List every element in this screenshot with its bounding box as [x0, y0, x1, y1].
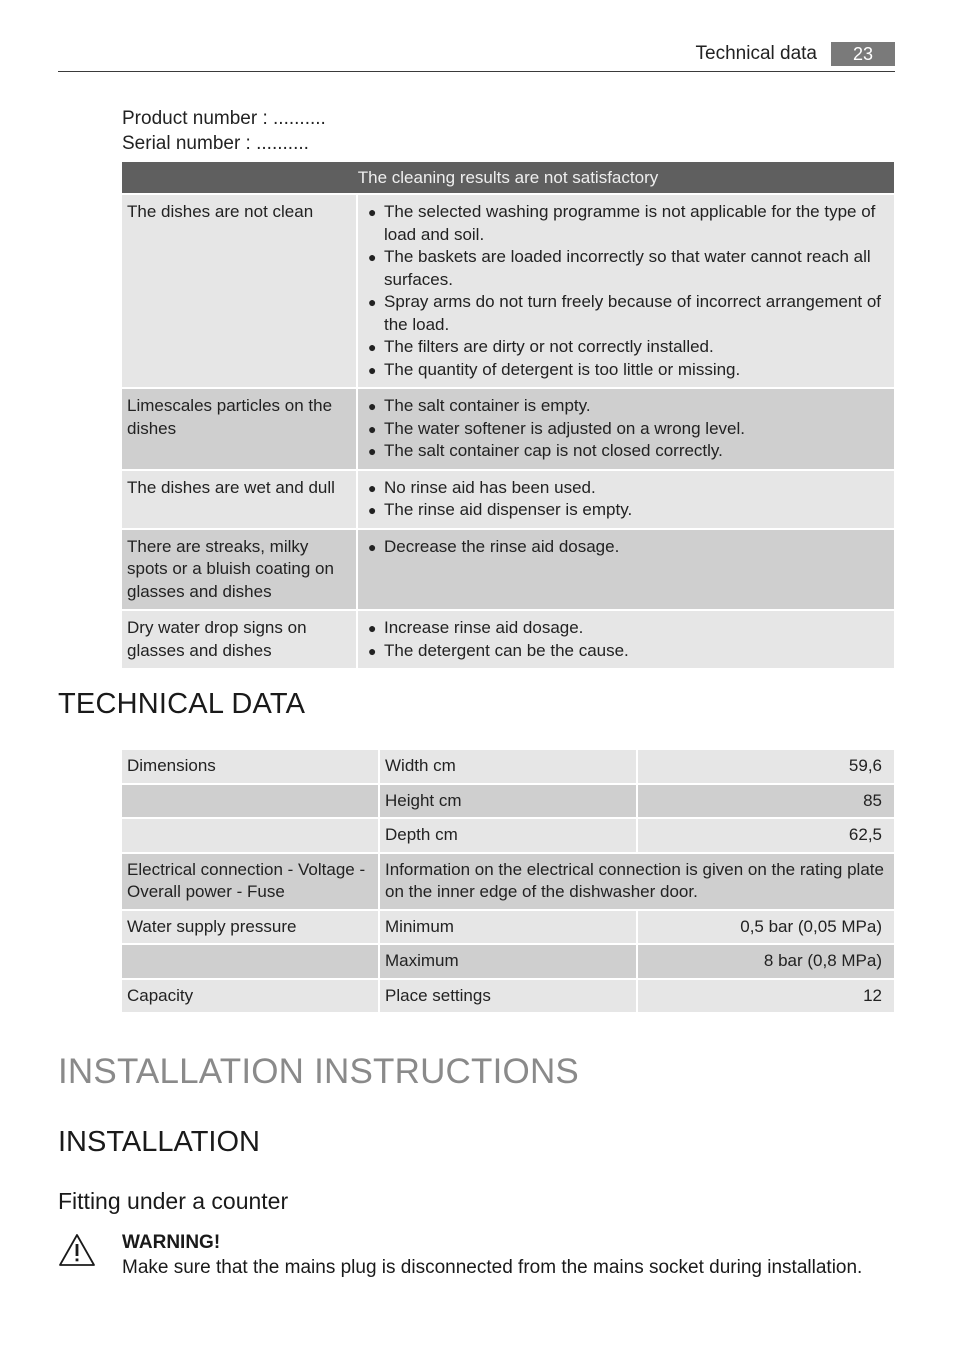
label-cell: Electrical connection - Voltage - Overall power - Fuse [122, 854, 378, 909]
technical-data-table [122, 750, 894, 1014]
value-cell: 12 [638, 980, 894, 1013]
table-row [122, 911, 894, 944]
table-row [122, 750, 894, 783]
bullet-icon: ● [368, 361, 377, 378]
problem-cell: The dishes are not clean [122, 195, 358, 387]
header-section-title: Technical data [695, 43, 817, 64]
bullet-icon: ● [368, 443, 377, 459]
value-cell: 0,5 bar (0,05 MPa) [638, 911, 894, 944]
label-cell [122, 819, 378, 852]
bullet-icon: ● [368, 642, 377, 659]
causes-cell [358, 195, 894, 387]
causes-cell [358, 530, 894, 610]
problem-cell: Limescales particles on the dishes [122, 389, 358, 469]
technical-data-heading: TECHNICAL DATA [58, 688, 306, 720]
list-item: ● The water softener is adjusted on a wrong level. [364, 418, 886, 441]
troubleshooting-table-heading: The cleaning results are not satisfactory [122, 162, 894, 193]
label-cell: Dimensions [122, 750, 378, 783]
value-cell: 85 [638, 785, 894, 818]
page-number: 23 [831, 42, 895, 66]
list-item: ● The salt container cap is not closed correctly. [364, 440, 886, 463]
table-row [122, 945, 894, 978]
bullet-icon: ● [368, 538, 377, 555]
causes-cell [358, 471, 894, 528]
bullet-icon: ● [368, 294, 377, 310]
list-item: ● The selected washing programme is not applicable for the type of load and soil. [364, 201, 886, 246]
label-cell: Capacity [122, 980, 378, 1013]
label-cell [122, 785, 378, 818]
warning-text: Make sure that the mains plug is disconnected from the mains socket during installation. [122, 1257, 863, 1278]
bullet-icon: ● [368, 249, 377, 265]
bullet-icon: ● [368, 620, 377, 636]
list-item: ● The salt container is empty. [364, 395, 886, 418]
table-row [122, 528, 894, 610]
page-header [58, 40, 895, 72]
list-item: ● Increase rinse aid dosage. [364, 617, 886, 640]
value-cell: 59,6 [638, 750, 894, 783]
list-item: ● The baskets are loaded incorrectly so that water cannot reach all surfaces. [364, 246, 886, 291]
warning-title: WARNING! [122, 1232, 221, 1253]
problem-cell: There are streaks, milky spots or a bluish coating on glasses and dishes [122, 530, 358, 610]
problem-cell: The dishes are wet and dull [122, 471, 358, 528]
list-item: ● The filters are dirty or not correctly installed. [364, 336, 886, 359]
label-cell: Water supply pressure [122, 911, 378, 944]
param-cell: Width cm [380, 750, 636, 783]
param-cell: Information on the electrical connection is given on the rating plate on the inner edge of the dishwasher door. [380, 854, 894, 909]
installation-instructions-heading: INSTALLATION INSTRUCTIONS [58, 1052, 579, 1091]
bullet-icon: ● [368, 204, 377, 220]
product-number-line: Product number : .......... [122, 108, 326, 129]
bullet-icon: ● [368, 479, 377, 496]
fitting-subheading: Fitting under a counter [58, 1188, 289, 1214]
table-row [122, 785, 894, 818]
list-item: ● No rinse aid has been used. [364, 477, 886, 500]
identification-block [122, 106, 326, 156]
bullet-icon: ● [368, 398, 377, 414]
table-row [122, 193, 894, 387]
installation-heading: INSTALLATION [58, 1126, 260, 1158]
causes-cell [358, 389, 894, 469]
label-cell [122, 945, 378, 978]
bullet-icon: ● [368, 339, 377, 355]
problem-cell: Dry water drop signs on glasses and dishes [122, 611, 358, 668]
table-row [122, 609, 894, 668]
serial-number-line: Serial number : .......... [122, 133, 309, 154]
list-item: ● Spray arms do not turn freely because of incorrect arrangement of the load. [364, 291, 886, 336]
param-cell: Height cm [380, 785, 636, 818]
table-row [122, 387, 894, 469]
list-item: ● Decrease the rinse aid dosage. [364, 536, 886, 559]
param-cell: Depth cm [380, 819, 636, 852]
bullet-icon: ● [368, 420, 377, 437]
list-item: ● The quantity of detergent is too little or missing. [364, 359, 886, 382]
value-cell: 62,5 [638, 819, 894, 852]
list-item: ● The rinse aid dispenser is empty. [364, 499, 886, 522]
causes-cell [358, 611, 894, 668]
param-cell: Minimum [380, 911, 636, 944]
warning-triangle-icon [58, 1233, 96, 1267]
table-row [122, 819, 894, 852]
list-item: ● The detergent can be the cause. [364, 640, 886, 663]
table-row [122, 469, 894, 528]
param-cell: Maximum [380, 945, 636, 978]
table-row [122, 980, 894, 1013]
value-cell: 8 bar (0,8 MPa) [638, 945, 894, 978]
bullet-icon: ● [368, 502, 377, 518]
param-cell: Place settings [380, 980, 636, 1013]
table-row [122, 854, 894, 909]
troubleshooting-table [122, 162, 894, 668]
